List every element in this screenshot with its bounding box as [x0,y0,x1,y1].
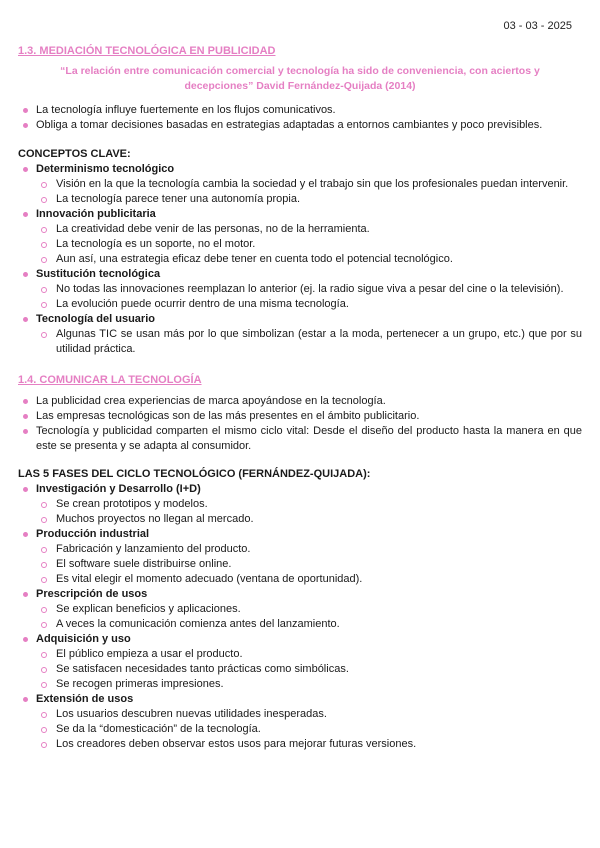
phase-item [18,692,582,752]
list-item: La evolución puede ocurrir dentro de una misma tecnología. [36,297,582,312]
list-item: Muchos proyectos no llegan al mercado. [36,512,582,527]
list-item: Visión en la que la tecnología cambia la sociedad y el trabajo sin que los profesionales puedan intervenir. [36,177,582,192]
list-item: El software suele distribuirse online. [36,557,582,572]
list-item: Se crean prototipos y modelos. [36,497,582,512]
concept-sublist [36,222,582,267]
list-item: Se satisfacen necesidades tanto prácticas como simbólicas. [36,662,582,677]
concept-name: Tecnología del usuario [36,313,155,325]
list-item: La tecnología es un soporte, no el motor. [36,237,582,252]
list-item: La creatividad debe venir de las personas, no de la herramienta. [36,222,582,237]
phase-name: Investigación y Desarrollo (I+D) [36,483,201,495]
concept-item [18,267,582,312]
concept-name: Sustitución tecnológica [36,268,161,280]
section-quote: “La relación entre comunicación comercial y tecnología ha sido de conveniencia, con aciertos y decepciones” David Fernández-Quijada (2014) [60,65,540,92]
intro-bullet-list [18,103,582,133]
list-item: Se recogen primeras impresiones. [36,677,582,692]
list-item: A veces la comunicación comienza antes del lanzamiento. [36,617,582,632]
list-item: Obliga a tomar decisiones basadas en estrategias adaptadas a entornos cambiantes y poco previsibles. [18,118,582,133]
phase-item [18,482,582,527]
phase-sublist [36,647,582,692]
concept-sublist [36,327,582,357]
list-item: Las empresas tecnológicas son de las más presentes en el ámbito publicitario. [18,409,582,424]
concept-item [18,162,582,207]
concept-item [18,207,582,267]
list-item: Algunas TIC se usan más por lo que simbolizan (estar a la moda, pertenecer a un grupo, etc.) que por su utilidad práctica. [36,327,582,357]
section2-bullet-list [18,394,582,454]
phase-item [18,587,582,632]
list-item: Los usuarios descubren nuevas utilidades inesperadas. [36,707,582,722]
list-item: Los creadores deben observar estos usos para mejorar futuras versiones. [36,737,582,752]
phase-sublist [36,707,582,752]
phases-title: LAS 5 FASES DEL CICLO TECNOLÓGICO (FERNÁNDEZ-QUIJADA): [18,468,371,480]
list-item: Fabricación y lanzamiento del producto. [36,542,582,557]
list-item: La publicidad crea experiencias de marca apoyándose en la tecnología. [18,394,582,409]
list-item: La tecnología parece tener una autonomía propia. [36,192,582,207]
list-item: Se da la “domesticación” de la tecnología. [36,722,582,737]
phase-name: Producción industrial [36,528,150,540]
list-item: La tecnología influye fuertemente en los flujos comunicativos. [18,103,582,118]
section-heading-1-4: 1.4. COMUNICAR LA TECNOLOGÍA [18,374,202,386]
concepts-list [18,162,582,357]
concept-sublist [36,282,582,312]
list-item: Aun así, una estrategia eficaz debe tener en cuenta todo el potencial tecnológico. [36,252,582,267]
phase-name: Extensión de usos [36,693,134,705]
phase-sublist [36,497,582,527]
phases-list [18,482,582,752]
section-heading-1-3: 1.3. MEDIACIÓN TECNOLÓGICA EN PUBLICIDAD [18,45,276,57]
document-date: 03 - 03 - 2025 [503,20,572,32]
concept-item [18,312,582,357]
concept-sublist [36,177,582,207]
list-item: Se explican beneficios y aplicaciones. [36,602,582,617]
phase-item [18,632,582,692]
phase-sublist [36,602,582,632]
list-item: El público empieza a usar el producto. [36,647,582,662]
phase-item [18,527,582,587]
list-item: Es vital elegir el momento adecuado (ventana de oportunidad). [36,572,582,587]
phase-sublist [36,542,582,587]
list-item: No todas las innovaciones reemplazan lo anterior (ej. la radio sigue viva a pesar del cine o la televisión). [36,282,582,297]
concepts-title: CONCEPTOS CLAVE: [18,148,131,160]
document-content [18,45,582,752]
concept-name: Determinismo tecnológico [36,163,175,175]
phase-name: Adquisición y uso [36,633,131,645]
concept-name: Innovación publicitaria [36,208,156,220]
list-item: Tecnología y publicidad comparten el mismo ciclo vital: Desde el diseño del producto hasta la manera en que este se presenta y se adapta al consumidor. [18,424,582,454]
phase-name: Prescripción de usos [36,588,148,600]
